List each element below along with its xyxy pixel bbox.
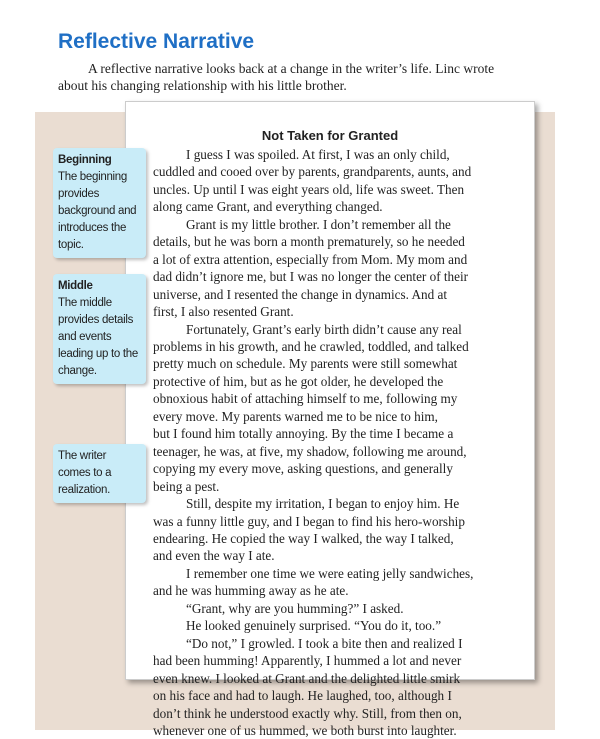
story-line: uncles. Up until I was eight years old, life was sweet. Then (153, 181, 465, 197)
note-label: Beginning (58, 154, 112, 166)
story-line: “Grant, why are you humming?” I asked. (186, 600, 404, 616)
story-line: dad didn’t ignore me, but I was no longer the center of their (153, 269, 469, 285)
story-line: “Do not,” I growled. I took a bite then and realized I (186, 635, 463, 651)
story-line: was a funny little guy, and I began to find his hero-worship (153, 513, 465, 529)
story-line: don’t think he understood exactly why. Still, from then on, (153, 705, 462, 721)
intro-paragraph (58, 60, 558, 94)
story-line: universe, and I resented the change in dynamics. And at (153, 286, 448, 302)
story-line: copying my every move, asking questions, and generally (153, 461, 453, 477)
note-text: The beginning provides background and introduces the topic. (58, 171, 137, 251)
story-line: and even the way I ate. (153, 548, 275, 564)
note-label: Middle (58, 280, 93, 292)
story-line: details, but he was born a month prematurely, so he needed (153, 234, 465, 250)
story-line: every move. My parents warned me to be nice to him, (153, 408, 438, 424)
story-text (153, 146, 533, 739)
story-line: Grant is my little brother. I don’t remember all the (186, 216, 451, 232)
story-line: along came Grant, and everything changed. (153, 199, 383, 215)
intro-line: about his changing relationship with his little brother. (58, 78, 347, 93)
story-line: Still, despite my irritation, I began to enjoy him. He (186, 496, 460, 512)
story-line: I remember one time we were eating jelly sandwiches, (186, 565, 474, 581)
story-line: protective of him, but as he got older, he developed the (153, 373, 444, 389)
note-middle (53, 274, 146, 384)
story-line: but I found him totally annoying. By the time I became a (153, 426, 454, 442)
story-line: and he was humming away as he ate. (153, 583, 349, 599)
story-line: on his face and had to laugh. He laughed, too, although I (153, 688, 452, 704)
story-line: endearing. He copied the way I walked, the way I talked, (153, 530, 454, 546)
story-line: I guess I was spoiled. At first, I was an only child, (186, 147, 450, 162)
story-line: teenager, he was, at five, my shadow, following me around, (153, 443, 467, 459)
story-line: being a pest. (153, 478, 220, 494)
note-text: The writer comes to a realization. (58, 450, 112, 496)
story-page (125, 101, 535, 738)
page-title: Reflective Narrative (58, 30, 255, 53)
story-line: a lot of extra attention, especially from Mom. My mom and (153, 251, 468, 267)
note-text: The middle provides details and events leading up to the change. (58, 297, 138, 377)
story-line: had been humming! Apparently, I hummed a lot and never (153, 653, 462, 669)
intro-line: A reflective narrative looks back at a change in the writer’s life. Linc wrote (88, 61, 495, 76)
story-line: He looked genuinely surprised. “You do it, too.” (186, 618, 442, 634)
note-beginning (53, 148, 146, 258)
story-line: pretty much on schedule. My parents were still somewhat (153, 356, 458, 372)
story-title: Not Taken for Granted (261, 128, 399, 143)
note-realization (53, 444, 146, 503)
story-line: obnoxious habit of attaching himself to me, following my (153, 391, 458, 407)
story-line: whenever one of us hummed, we both burst into laughter. (153, 722, 457, 738)
story-line: Fortunately, Grant’s early birth didn’t cause any real (186, 321, 462, 337)
story-line: even knew. I looked at Grant and the delighted little smirk (153, 670, 461, 686)
story-line: problems in his growth, and he crawled, toddled, and talked (153, 338, 469, 354)
story-line: cuddled and cooed over by parents, grandparents, aunts, and (153, 164, 472, 180)
story-line: first, I also resented Grant. (153, 304, 294, 320)
